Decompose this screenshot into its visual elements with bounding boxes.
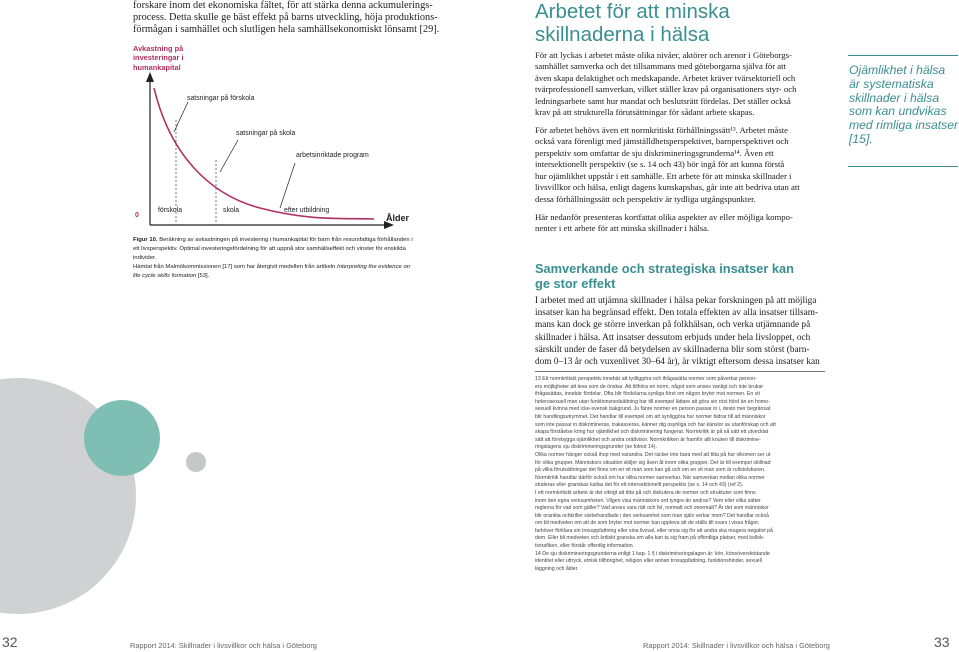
footnote-line: 13 Ett normkritiskt perspektiv innebär att tydliggöra och ifrågasätta normer som påverkar person- xyxy=(535,376,757,382)
text-line: särskilt under de faser då betydelsen av skillnaderna blir som störst (barn- xyxy=(535,344,810,355)
footnote-line: inom den egna verksamheten. Vilgen visa människors ord tyngre än andras? Vem eller vilka sätter xyxy=(535,497,761,504)
footnote-line: på vilka förutsättningar det finns om en vit man som kan gå och om en vit man som är rullstolsburen. xyxy=(535,467,766,474)
intro-paragraph xyxy=(133,0,440,36)
footer-left: Rapport 2014: Skillnader i livsvillkor och hälsa i Göteborg xyxy=(130,641,317,650)
paragraph-3 xyxy=(535,212,840,235)
caption-source: Hämtat från Malmökommissionen [17] som har återgivit modellen från artikeln xyxy=(133,264,337,270)
footnote-line: 14 De sju diskrimineringsgrunderna enligt 1 kap. 1 § i diskrimineringslagen är: kön, könsöverskridande xyxy=(535,550,770,557)
footnote-line: identitet eller uttryck, etnisk tillhörighet, religion eller annan trosuppfattning, funktionshinder, sexuell xyxy=(535,558,762,565)
x-axis-label: Ålder xyxy=(386,213,410,223)
text-line: nenter i ett arbete för att minska skillnader i hälsa. xyxy=(535,223,710,234)
footnote-line: ringslagens sju diskrimineringsgrunder (se fotnot 14). xyxy=(535,444,657,451)
paragraph-1 xyxy=(535,50,840,119)
footnote-line: för olika grupper. Människors situation skiljer sig åven åt inom olika grupper. Det är till exempel skillnad xyxy=(535,459,771,466)
origin-label: 0 xyxy=(135,212,139,219)
footnote-line: om bli medveten om att de som bryter mot normer kan uppleva att de ställs till svars i vissa frågor, xyxy=(535,520,760,527)
label-work-programs: arbetsinriktade program xyxy=(296,152,369,159)
figure-number: Figur 10. xyxy=(133,237,158,243)
footnote-line: behöver förklara sin trosuppfattning eller sina livsval, eller onoa sig för att andra ska reagera negativt på xyxy=(535,527,773,534)
figure-caption xyxy=(133,236,418,281)
text-line: ledningsarbete samt hur mandat och beslutsrätt fördelas. Det ställer också xyxy=(535,95,791,106)
text-line: förmågan i samhället och slutligen hela samhällsekonomiskt lönsamt [29]. xyxy=(133,23,440,35)
y-axis-arrow xyxy=(146,72,154,82)
text-line: mans kan dock ge större inverkan på folkhälsan, och verka utjämnande på xyxy=(535,320,811,331)
caption-source-ref: [53]. xyxy=(196,273,210,279)
text-line: dom 0–13 år och vuxenlivet 30–64 år), är viktigt eftersom dessa insatser kan xyxy=(535,357,820,368)
text-line: perspektiv som omfattar de sju diskrimineringsgrunderna¹⁴. Även ett xyxy=(535,147,774,158)
text-line: samhället samverka och det tillsammans med göteborgarna själva för att xyxy=(535,61,786,72)
quote-rule-bottom xyxy=(848,166,958,167)
text-line: dessa förhållningssätt och perspektiv är tydliga utgångspunkter. xyxy=(535,193,756,204)
footnote-line: sexuell kvinna med icke-svensk bakgrund. Ju fänre normer en person passar in i, desto mer begränsat xyxy=(535,406,771,413)
text-line: Här nedanför presenteras kortfattat olika aspekter av eller möjliga kompo- xyxy=(535,212,793,222)
quote-rule-top xyxy=(848,55,958,56)
label-preschool-investment: satsningar på förskola xyxy=(187,95,255,102)
text-line: forskare inom det ekonomiska fältet, för att stärka denna ackumulerings- xyxy=(133,0,433,11)
x-category-preschool: förskola xyxy=(158,207,183,214)
paragraph-4 xyxy=(535,295,840,368)
section-heading xyxy=(535,0,855,46)
footnote-line: heterosexuell man utan funktionsnedsättning har till exempel lättare att göra sin röst hörd än en homo- xyxy=(535,398,770,405)
heading-line: skillnaderna i hälsa xyxy=(535,23,710,46)
text-line: också vara förenligt med jämställdhetsperspektivet, barnperspektivet och xyxy=(535,136,789,147)
investment-return-chart xyxy=(130,60,400,230)
footnote-line: ers möjligheter att leva som de önskar. Att tillhöra en norm, något som anses vanligt och inte brukar xyxy=(535,383,764,390)
text-line: process. Detta skulle ge bäst effekt på barns utveckling, höja produktions- xyxy=(133,11,438,23)
pull-quote: Ojämlikhet i hälsa är systematiska skillnader i hälsa som kan undvikas med rimliga insatser [15]. xyxy=(849,63,959,146)
text-line: hur ojämlikhet uppstår i ett samhälle. Ett arbete för att minska skillnader i xyxy=(535,170,792,181)
text-line: intersektionellt perspektiv (se s. 14 och 43) bör ingå för att kunna förstå xyxy=(535,159,785,170)
footnote-line: Normkritik handlar därför också om hur olika normer samverkar. När samverkan mellan olika normer xyxy=(535,474,765,481)
footnote-line: blir orankta ochkriller särbehandlade i den verksamhet som man själv verkar inom? Det handlar också xyxy=(535,512,769,519)
x-category-after-education: efter utbildning xyxy=(284,207,330,214)
caption-text: Beräkning av avkastningen på investering i humankapital för barn från resursfattiga förhållanden i ett livsperspektiv. Optimal investeringsfördelning för att uppnå stor samhällseffekt och vinster för enskilda individer. xyxy=(133,237,413,261)
footnote-line: reglerna för vad som gäller? Vad anses vara rätt och fel, normalt och onormalt? Är det som människor xyxy=(535,505,769,512)
text-line: livsvillkor och hälsa, enligt dagens kunskapsbas, går inte att bedriva utan att xyxy=(535,182,800,193)
label-school-investment: satsningar på skola xyxy=(236,130,296,137)
heading-line: Arbetet för att minska xyxy=(535,0,730,23)
text-line: krav på att strukturella förutsättningar för sådant arbete skapas. xyxy=(535,107,755,118)
x-category-school: skola xyxy=(223,207,240,214)
footer-right: Rapport 2014: Skillnader i livsvillkor och hälsa i Göteborg xyxy=(643,641,830,650)
paragraph-2 xyxy=(535,125,840,205)
caption-source-title: Interpreting the evidence on life cycle skills formation xyxy=(133,264,410,279)
subheading xyxy=(535,261,835,292)
footnote-line: I ett normkritiskt arbete är det viktigt att titta på och diskutera de normer och strukturer som finns xyxy=(535,489,756,496)
footnote-line: Olika normer hänger också ihop med varandra. Det räcker inte bara med att titta på hur vikomen ser ut xyxy=(535,451,771,458)
text-line: insatser kan ha begränsad effekt. Den totala effekten av alla insatser tillsam- xyxy=(535,308,819,319)
footnote-divider xyxy=(535,371,825,372)
page-number-left: 32 xyxy=(2,634,18,650)
decorative-circle-teal xyxy=(84,400,160,476)
chart-y-label: Avkastning på investeringar i humankapital xyxy=(133,44,184,72)
decorative-circle-small xyxy=(186,452,206,472)
footnote-line: studeras eller granskas kallas det för ett intersektionellt perspektiv (se s. 14 och 43) (ref 2). xyxy=(535,482,744,489)
footnote-line: läggning och ålder. xyxy=(535,565,579,572)
leader-line-programs xyxy=(280,163,295,208)
footnote-line: som inte passar in diskrimineras, trakasseras, känner dig osynliga och har känslor av utanförskap och att xyxy=(535,421,776,428)
footnote-line: ifrågasättas, innebär fördelar. Ofta blir fördelarna synliga först om någon bryter mot normen. En vit xyxy=(535,391,760,398)
footnote-line: sätt att förebygga ojämlikhet och andra orättvisor. Normkritiken är framför allt knuten till diskrimine- xyxy=(535,436,761,443)
page-number-right: 33 xyxy=(934,634,950,650)
text-line: För arbetet behövs även ett normkritiskt förhållningssätt¹³. Arbetet måste xyxy=(535,125,788,135)
footnote-line: skapa förståelse kring hur ojämlikhet och diskriminering fungerar. Normkritik är på så sätt ett utvecklat xyxy=(535,429,769,436)
text-line: För att lyckas i arbetet måste olika nivåer, aktörer och arenor i Göteborgs- xyxy=(535,50,792,60)
text-line: tvärprofessionell samverkan, vilket ställer krav på organisationers styr- och xyxy=(535,84,797,95)
text-line: I arbetet med att utjämna skillnader i hälsa pekar forskningen på att möjliga xyxy=(535,296,817,306)
footnotes xyxy=(535,376,825,573)
text-line: skillnader i hälsa. Att insatser dessutom erbjuds under hela livsloppet, och xyxy=(535,332,811,343)
leader-line-school xyxy=(220,140,238,172)
text-line: även skapa delaktighet och medskapande. Arbetet kräver tvärsektoriell och xyxy=(535,72,796,83)
subheading-line: ge stor effekt xyxy=(535,276,616,292)
subheading-line: Samverkande och strategiska insatser kan xyxy=(535,261,794,276)
footnote-line: blir handlingsutrymmet. Det handlar till exempel om att synliggöra hur normer bidrar till att människor xyxy=(535,413,766,420)
leader-line-preschool xyxy=(174,102,188,132)
footnote-line: tivtrafiken, eller förstår offentlig information. xyxy=(535,543,635,550)
footnote-line: dem. Eller bli medveten och kritiskt granska om alla kan ta sig fram på offentliga platser, med kollek- xyxy=(535,535,765,542)
